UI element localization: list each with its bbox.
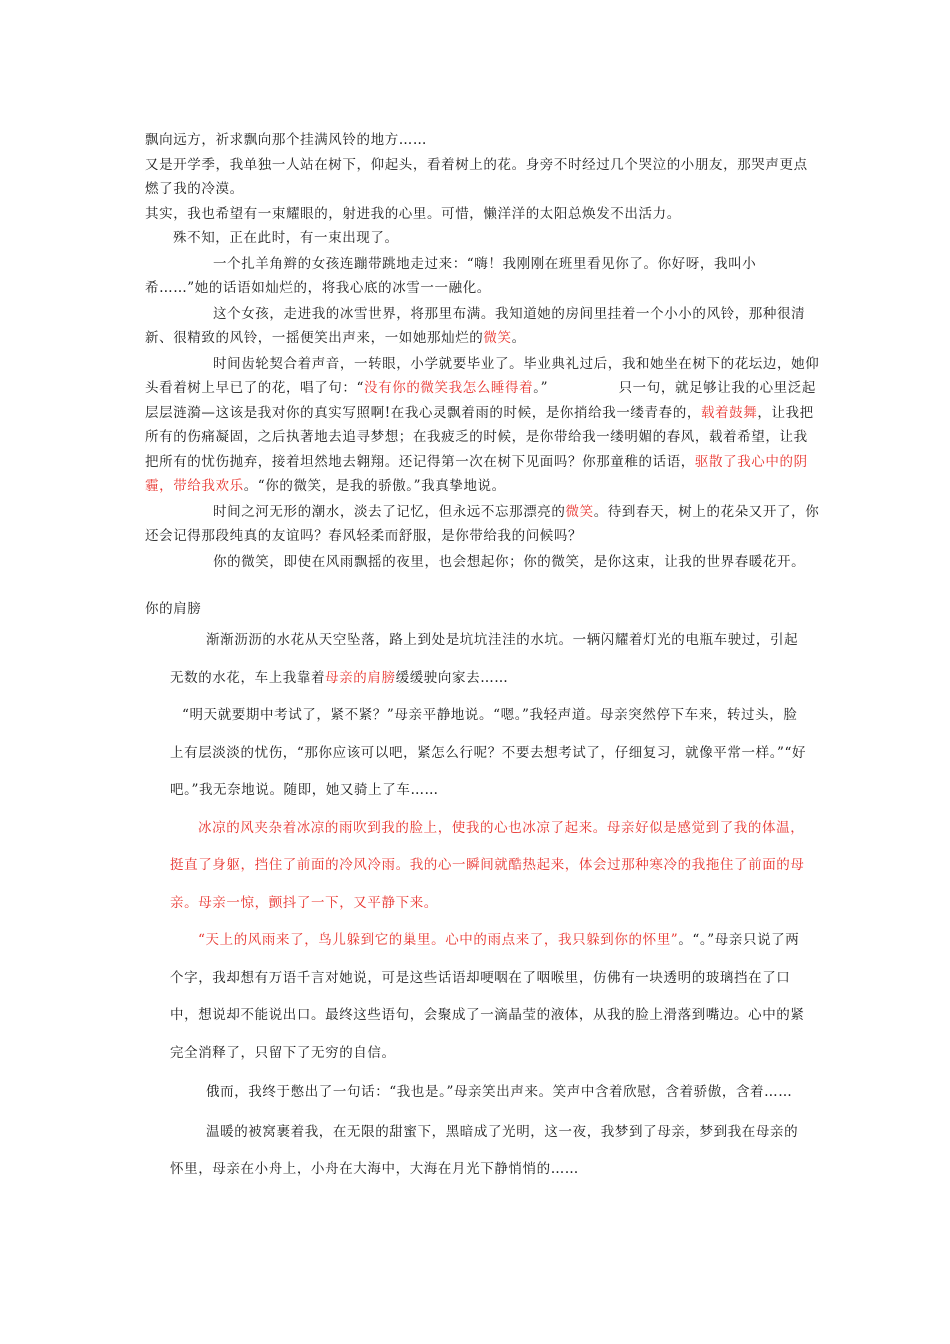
text-run: 。待到春天，树上的花朵又开了，你还会记得那段纯真的友谊吗？春风轻柔而舒服，是你带给我的问候吗？	[145, 503, 820, 544]
text-run: 缓缓驶向家去……	[395, 669, 509, 686]
essay-title: 你的肩膀	[145, 601, 202, 617]
paragraph: 俄而，我终于憋出了一句话：“我也是。”母亲笑出声来。笑声中含着欣慰，含着骄傲，含着……	[206, 1084, 793, 1100]
text-run: 这个女孩，走进我的冰雪世界，将那里布满。我知道她的房间里挂着一个小小的风铃，那种很清新、很精致的风铃，一摇便笑出声来，一如她那灿烂的	[145, 305, 806, 346]
paragraph: 温暖的被窝裹着我，在无限的甜蜜下，黑暗成了光明，这一夜，我梦到了母亲，梦到我在母亲的怀里，母亲在小舟上，小舟在大海中，大海在月光下静悄悄的……	[170, 1123, 799, 1177]
text-run: 时间之河无形的潮水，淡去了记忆，但永远不忘那漂亮的	[213, 503, 566, 520]
essay-section-shoulder	[170, 622, 808, 1189]
paragraph: 一个扎羊角辫的女孩连蹦带跳地走过来：“嗨！我刚刚在班里看见你了。你好呀，我叫小希……”她的话语如灿烂的，将我心底的冰雪一一融化。	[145, 255, 757, 296]
highlighted-text: “天上的风雨来了，鸟儿躲到它的巢里。心中的雨点来了，我只躲到你的怀里”	[198, 932, 679, 948]
essay-section-smile	[145, 128, 820, 574]
paragraph: 飘向远方，祈求飘向那个挂满风铃的地方……	[145, 132, 427, 148]
paragraph: 其实，我也希望有一束耀眼的，射进我的心里。可惜，懒洋洋的太阳总焕发不出活力。	[145, 205, 681, 222]
paragraph: 又是开学季，我单独一人站在树下，仰起头，看着树上的花。身旁不时经过几个哭泣的小朋友，那哭声更点燃了我的冷漠。	[145, 156, 808, 197]
highlighted-text: 母亲的肩膀	[325, 669, 396, 686]
paragraph: 冰凉的风夹杂着冰凉的雨吹到我的脸上，使我的心也冰凉了起来。母亲好似是感觉到了我的体温，挺直了身躯，挡住了前面的冷风冷雨。我的心一瞬间就酷热起来，体会过那种寒冷的我拖住了前面的母亲。母亲一惊，颤抖了一下，又平静下来。	[170, 819, 805, 911]
highlighted-text: 没有你的微笑我怎么睡得着	[364, 380, 534, 396]
highlighted-text: 驱散了我心中的阴霾，带给我欢乐	[145, 453, 808, 494]
paragraph	[170, 922, 808, 1072]
text-run: 。	[511, 330, 526, 346]
paragraph	[145, 352, 820, 499]
text-run: 渐渐沥沥的水花从天空坠落，路上到处是坑坑洼洼的水坑。一辆闪耀着灯光的电瓶车驶过，引起无数的水花，车上我靠着	[170, 632, 799, 686]
highlighted-text: 微笑	[483, 330, 512, 346]
paragraph	[145, 302, 820, 351]
paragraph	[170, 622, 808, 697]
text-run: 。“你的微笑，是我的骄傲。”我真挚地说。	[243, 478, 506, 494]
paragraph: 你的微笑，即使在风雨飘摇的夜里，也会想起你；你的微笑，是你这束，让我的世界春暖花开。	[213, 553, 806, 570]
highlighted-text: 载着鼓舞	[700, 404, 758, 421]
text-run: 。” 只一句，就足够让我的心里泛起层层涟漪—这该是我对你的真实写照啊!在我心灵飘着雨的时候，是你捎给我一缕青春的，	[145, 380, 816, 421]
paragraph: “明天就要期中考试了，紧不紧？”母亲平静地说。“嗯。”我轻声道。母亲突然停下车来，转过头，脸上有层淡淡的忧伤，“那你应该可以吧，紧怎么行呢？不要去想考试了，仔细复习，就像平常一样。”“好吧。”我无奈地说。随即，她又骑上了车……	[170, 707, 807, 798]
text-run: ，让我把所有的伤痛凝固，之后执著地去追寻梦想；在我疲乏的时候，是你带给我一缕明媚的春风，载着希望，让我把所有的忧伤抛弃，接着坦然地去翱翔。还记得第一次在树下见面吗？你那童稚的话语，	[145, 404, 814, 470]
text-run: 。“。”母亲只说了两个字，我却想有万语千言对她说，可是这些话语却哽咽在了咽喉里，仿佛有一块透明的玻璃挡在了口中，想说却不能说出口。最终这些语句，会聚成了一滴晶莹的液体，从我的脸上滑落到嘴边。心中的紧完全消释了，只留下了无穷的自信。	[170, 932, 805, 1061]
text-run: 时间齿轮契合着声音，一转眼，小学就要毕业了。毕业典礼过后，我和她坐在树下的花坛边，她仰头看着树上早已了的花，唱了句：“	[145, 355, 820, 396]
highlighted-text: 微笑	[565, 503, 594, 520]
paragraph	[145, 500, 820, 549]
paragraph: 殊不知，正在此时，有一束出现了。	[173, 230, 399, 246]
